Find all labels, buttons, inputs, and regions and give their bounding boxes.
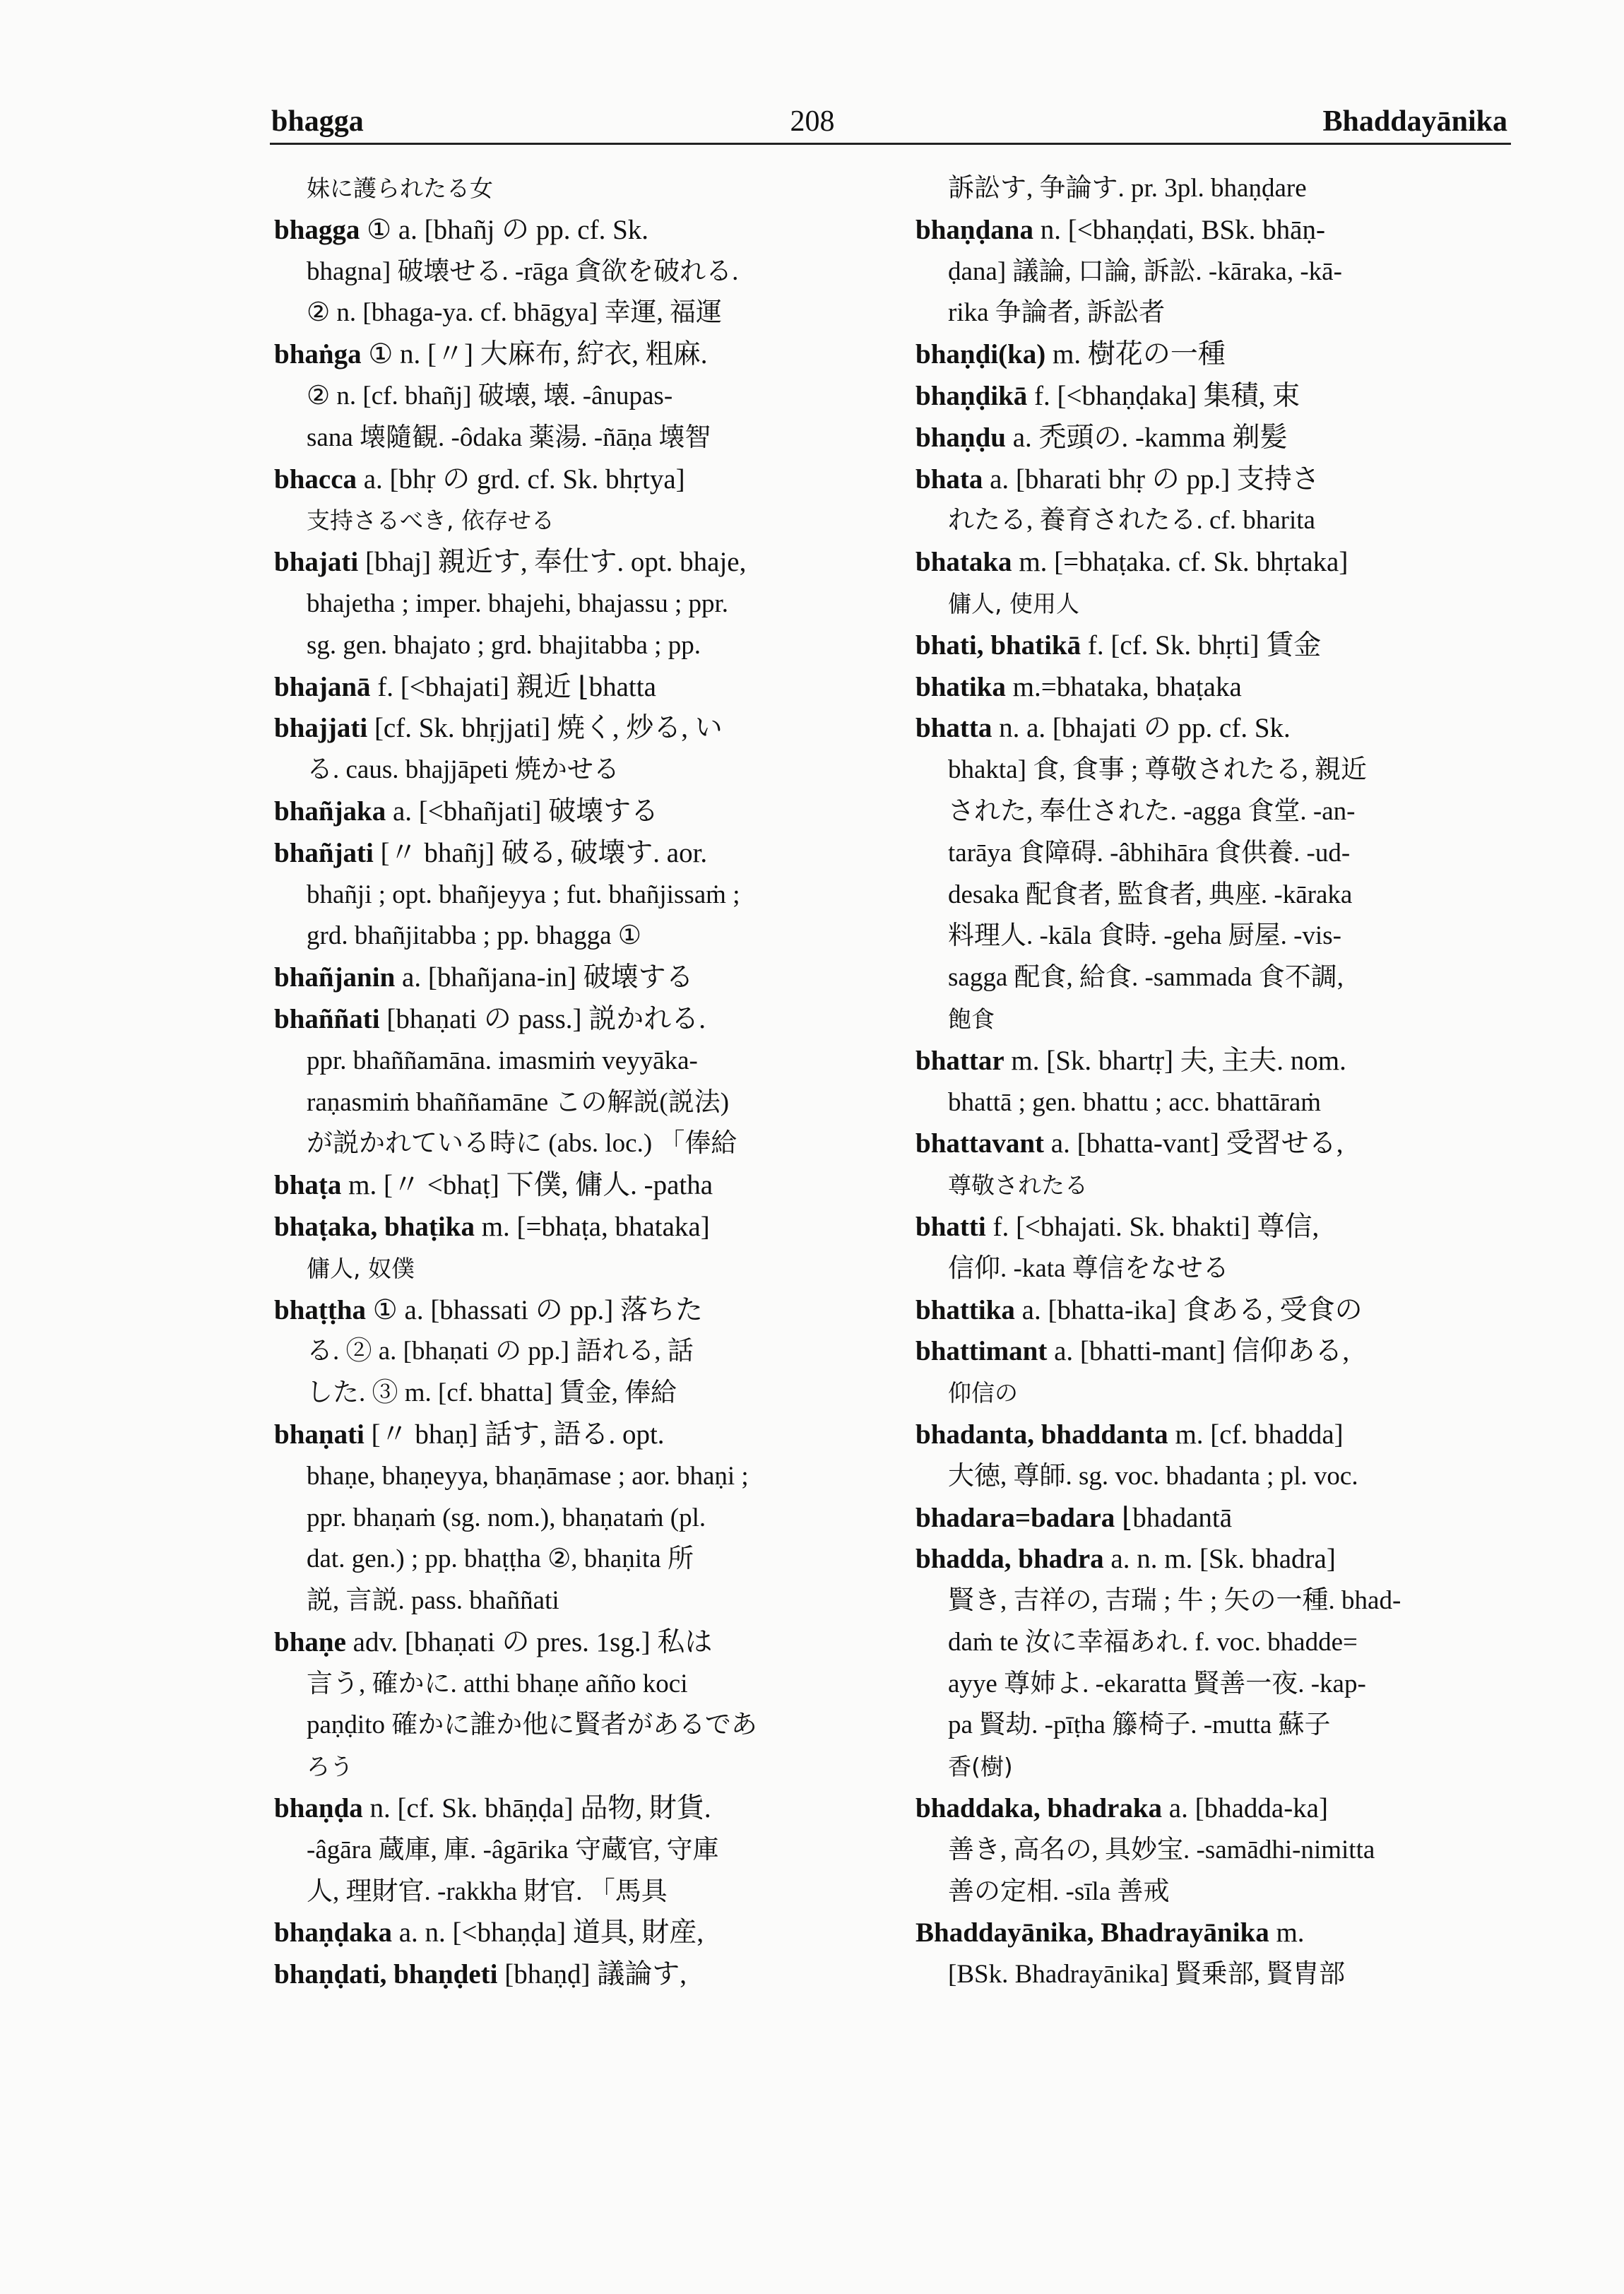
entry-headword-line: bhaṅga ① n. [〃] 大麻布, 紵衣, 粗麻. <box>274 339 708 370</box>
entry-text-line: 善き, 高名の, 具妙宝. -samādhi-nimitta <box>948 1835 1375 1864</box>
entry-headword-line: bhati, bhatikā f. [cf. Sk. bhṛti] 賃金 <box>915 629 1322 661</box>
entry-text-line: bhajetha ; imper. bhajehi, bhajassu ; ppr. <box>307 589 729 618</box>
entry-headword-line: bhaṇḍa n. [cf. Sk. bhāṇḍa] 品物, 財貨. <box>274 1793 711 1824</box>
entry-text-line: 傭人, 奴僕 <box>307 1254 415 1282</box>
entry-text-line: 大徳, 尊師. sg. voc. bhadanta ; pl. voc. <box>948 1461 1358 1491</box>
entry-text-line: sg. gen. bhajato ; grd. bhajitabba ; pp. <box>307 630 701 660</box>
entry-text-line: bhakta] 食, 食事 ; 尊敬されたる, 親近 <box>948 755 1367 785</box>
entry-text-line: rika 争論者, 訴訟者 <box>948 298 1166 328</box>
page-number: 208 <box>790 105 835 138</box>
entry-text-line: ppr. bhaññamāna. imasmiṁ veyyāka- <box>307 1046 698 1075</box>
entry-text-line: grd. bhañjitabba ; pp. bhagga ① <box>307 921 641 951</box>
header-rule <box>270 143 1511 145</box>
entry-text-line: ḍana] 議論, 口論, 訴訟. -kāraka, -kā- <box>948 256 1342 286</box>
entry-text-line: daṁ te 汝に幸福あれ. f. voc. bhadde= <box>948 1627 1358 1657</box>
entry-headword-line: bhajanā f. [<bhajati] 親近 ⌊bhatta <box>274 671 656 702</box>
entry-text-line: した. ③ m. [cf. bhatta] 賃金, 俸給 <box>307 1378 677 1408</box>
entry-text-line: 支持さるべき, 依存せる <box>307 507 555 535</box>
entry-text-line: [BSk. Bhadrayānika] 賢乗部, 賢胄部 <box>948 1960 1346 1989</box>
entry-text-line: 仰信の <box>948 1379 1018 1407</box>
entry-headword-line: bhacca a. [bhṛ の grd. cf. Sk. bhṛtya] <box>274 463 685 495</box>
entry-headword-line: bhattika a. [bhatta-ika] 食ある, 受食の <box>915 1294 1363 1325</box>
entry-headword-line: bhaññati [bhaṇati の pass.] 説かれる. <box>274 1003 706 1034</box>
entry-text-line: れたる, 養育されたる. cf. bharita <box>948 506 1315 536</box>
right-running-head: Bhaddayānika <box>1322 105 1507 138</box>
entry-text-line: paṇḍito 確かに誰か他に賢者があるであ <box>307 1710 757 1740</box>
entry-text-line: る. ② a. [bhaṇati の pp.] 語れる, 話 <box>307 1337 694 1366</box>
entry-text-line: dat. gen.) ; pp. bhaṭṭha ②, bhaṇita 所 <box>307 1544 694 1574</box>
entry-text-line: sana 壊隨観. -ôdaka 薬湯. -ñāṇa 壊智 <box>307 422 711 452</box>
entry-text-line: bhagna] 破壊せる. -rāga 貪欲を破れる. <box>307 256 739 286</box>
entry-text-line: -âgāra 蔵庫, 庫. -âgārika 守蔵官, 守庫 <box>307 1835 719 1864</box>
entry-headword-line: bhaṇḍikā f. [<bhaṇḍaka] 集積, 束 <box>915 380 1300 411</box>
entry-headword-line: bhadda, bhadra a. n. m. [Sk. bhadra] <box>915 1544 1336 1575</box>
left-column <box>274 168 867 1996</box>
entry-headword-line: bhattar m. [Sk. bhartṛ] 夫, 主夫. nom. <box>915 1045 1346 1076</box>
entry-text-line: 妹に護られたる女 <box>307 175 493 202</box>
entry-text-line: 尊敬されたる <box>948 1171 1088 1200</box>
entry-headword-line: bhañjati [〃 bhañj] 破る, 破壊す. aor. <box>274 837 708 868</box>
left-running-head: bhagga <box>271 105 364 138</box>
entry-text-line: された, 奉仕された. -agga 食堂. -an- <box>948 796 1356 826</box>
entry-headword-line: bhaṇati [〃 bhaṇ] 話す, 語る. opt. <box>274 1419 665 1450</box>
entry-headword-line: Bhaddayānika, Bhadrayānika m. <box>915 1917 1305 1949</box>
entry-text-line: 説, 言説. pass. bhaññati <box>307 1586 559 1616</box>
entry-headword-line: bhatika m.=bhataka, bhaṭaka <box>915 671 1242 702</box>
entry-text-line: tarāya 食障碍. -âbhihāra 食供養. -ud- <box>948 838 1351 868</box>
entry-headword-line: bhañjanin a. [bhañjana-in] 破壊する <box>274 962 694 993</box>
entry-text-line: る. caus. bhajjāpeti 焼かせる <box>307 755 620 785</box>
entry-headword-line: bhadanta, bhaddanta m. [cf. bhadda] <box>915 1419 1344 1450</box>
entry-headword-line: bhañjaka a. [<bhañjati] 破壊する <box>274 796 659 827</box>
entry-text-line: ayye 尊姉よ. -ekaratta 賢善一夜. -kap- <box>948 1669 1366 1698</box>
entry-text-line: 訴訟す, 争論す. pr. 3pl. bhaṇḍare <box>948 174 1307 203</box>
entry-headword-line: bhaṇe adv. [bhaṇati の pres. 1sg.] 私は <box>274 1626 713 1657</box>
entry-text-line: 信仰. -kata 尊信をなせる <box>948 1253 1229 1283</box>
entry-headword-line: bhatti f. [<bhajati. Sk. bhakti] 尊信, <box>915 1211 1320 1242</box>
entry-text-line: が説かれている時に (abs. loc.) 「俸給 <box>307 1129 737 1159</box>
entry-text-line: ② n. [bhaga-ya. cf. bhāgya] 幸運, 福運 <box>307 298 722 328</box>
entry-headword-line: bhataka m. [=bhaṭaka. cf. Sk. bhṛtaka] <box>915 547 1349 578</box>
entry-headword-line: bhaṇḍu a. 禿頭の. -kamma 剃髪 <box>915 422 1288 453</box>
entry-text-line: ppr. bhaṇaṁ (sg. nom.), bhaṇataṁ (pl. <box>307 1503 706 1532</box>
entry-headword-line: bhatta n. a. [bhajati の pp. cf. Sk. <box>915 713 1291 744</box>
page-header <box>0 0 1624 162</box>
entry-headword-line: bhaṇḍaka a. n. [<bhaṇḍa] 道具, 財産, <box>274 1917 704 1949</box>
entry-headword-line: bhaṇḍi(ka) m. 樹花の一種 <box>915 339 1226 370</box>
entry-headword-line: bhagga ① a. [bhañj の pp. cf. Sk. <box>274 214 649 245</box>
entry-headword-line: bhaṇḍana n. [<bhaṇḍati, BSk. bhāṇ- <box>915 214 1325 245</box>
entry-text-line: 傭人, 使用人 <box>948 589 1079 617</box>
entry-text-line: pa 賢劫. -pīṭha 籐椅子. -mutta 蘇子 <box>948 1710 1331 1740</box>
entry-text-line: 香(樹) <box>948 1753 1013 1781</box>
right-column <box>915 168 1509 1996</box>
entry-text-line: ろう <box>307 1753 353 1781</box>
entry-headword-line: bhajjati [cf. Sk. bhṛjjati] 焼く, 炒る, い <box>274 713 723 744</box>
entry-text-line: 料理人. -kāla 食時. -geha 厨屋. -vis- <box>948 921 1341 951</box>
entry-headword-line: bhajati [bhaj] 親近す, 奉仕す. opt. bhaje, <box>274 547 747 578</box>
entry-text-line: 飽食 <box>948 1005 995 1033</box>
entry-headword-line: bhaddaka, bhadraka a. [bhadda-ka] <box>915 1793 1328 1824</box>
entry-text-line: bhattā ; gen. bhattu ; acc. bhattāraṁ <box>948 1087 1322 1117</box>
entry-text-line: bhaṇe, bhaṇeyya, bhaṇāmase ; aor. bhaṇi ; <box>307 1461 749 1491</box>
entry-text-line: 人, 理財官. -rakkha 財官. 「馬具 <box>307 1876 668 1906</box>
entry-text-line: bhañji ; opt. bhañjeyya ; fut. bhañjissaṁ ; <box>307 880 740 909</box>
entry-headword-line: bhadara=badara ⌊bhadantā <box>915 1502 1233 1533</box>
entry-headword-line: bhaṇḍati, bhaṇḍeti [bhaṇḍ] 議論す, <box>274 1959 687 1990</box>
entry-headword-line: bhaṭaka, bhaṭika m. [=bhaṭa, bhataka] <box>274 1211 710 1242</box>
entry-text-line: ② n. [cf. bhañj] 破壊, 壊. -ânupas- <box>307 381 673 410</box>
entry-headword-line: bhattimant a. [bhatti-mant] 信仰ある, <box>915 1336 1350 1367</box>
entry-text-line: sagga 配食, 給食. -sammada 食不調, <box>948 963 1344 993</box>
entry-headword-line: bhaṭṭha ① a. [bhassati の pp.] 落ちた <box>274 1294 703 1325</box>
entry-headword-line: bhata a. [bharati bhṛ の pp.] 支持さ <box>915 463 1320 495</box>
entry-text-line: desaka 配食者, 監食者, 典座. -kāraka <box>948 880 1353 909</box>
entry-headword-line: bhattavant a. [bhatta-vant] 受習せる, <box>915 1128 1344 1159</box>
entry-text-line: 善の定相. -sīla 善戒 <box>948 1876 1170 1906</box>
entry-headword-line: bhaṭa m. [〃 <bhaṭ] 下僕, 傭人. -patha <box>274 1170 713 1201</box>
entry-text-line: raṇasmiṁ bhaññamāne この解説(説法) <box>307 1087 730 1117</box>
entry-text-line: 賢き, 吉祥の, 吉瑞 ; 牛 ; 矢の一種. bhad- <box>948 1586 1401 1616</box>
entry-text-line: 言う, 確かに. atthi bhaṇe añño koci <box>307 1669 688 1698</box>
